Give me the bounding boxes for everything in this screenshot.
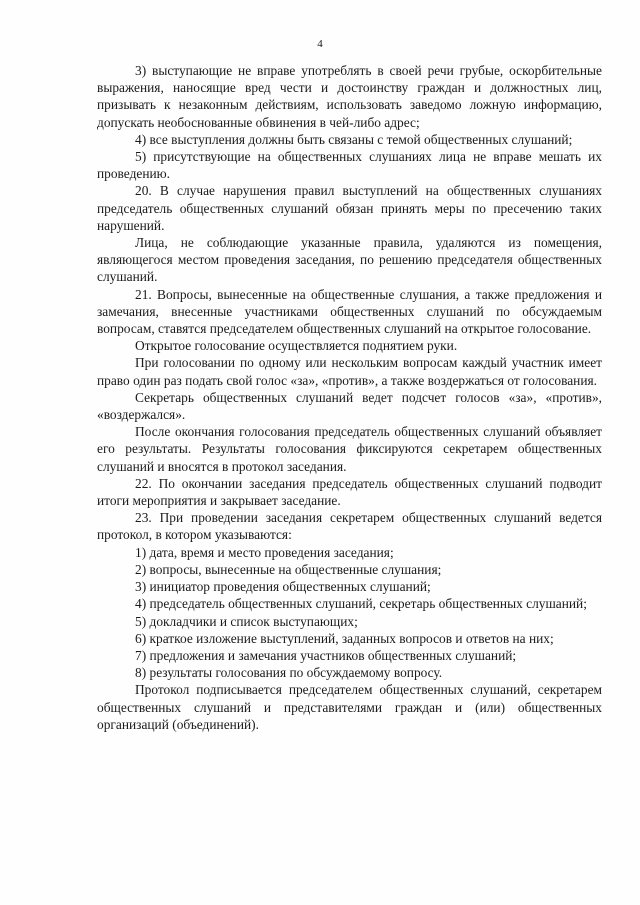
paragraph-voting-rights: При голосовании по одному или нескольким вопросам каждый участник имеет право один раз подать свой голос «за», «против», а также воздержаться от голосования.	[97, 355, 602, 388]
protocol-item-8: 8) результаты голосования по обсуждаемому вопросу.	[135, 665, 443, 681]
document-body	[97, 62, 602, 733]
protocol-item-1: 1) дата, время и место проведения заседания;	[135, 544, 394, 560]
protocol-item-2: 2) вопросы, вынесенные на общественные слушания;	[135, 561, 442, 577]
paragraph-protocol-signing: Протокол подписывается председателем общественных слушаний, секретарем общественных слушаний и представителями граждан и (или) общественных организаций (объединений).	[97, 682, 602, 732]
paragraph-open-voting: Открытое голосование осуществляется поднятием руки.	[135, 338, 458, 354]
protocol-item-7: 7) предложения и замечания участников общественных слушаний;	[135, 647, 517, 663]
protocol-item-3: 3) инициатор проведения общественных слушаний;	[135, 579, 431, 595]
protocol-item-6: 6) краткое изложение выступлений, заданных вопросов и ответов на них;	[135, 630, 554, 646]
paragraph-item-4: 4) все выступления должны быть связаны с темой общественных слушаний;	[135, 131, 573, 147]
protocol-item-4: 4) председатель общественных слушаний, секретарь общественных слушаний;	[135, 596, 587, 612]
paragraph-item-5: 5) присутствующие на общественных слушаниях лица не вправе мешать их проведению.	[97, 149, 602, 182]
paragraph-clause-22: 22. По окончании заседания председатель общественных слушаний подводит итоги мероприятия и закрывает заседание.	[97, 475, 602, 509]
protocol-item-5: 5) докладчики и список выступающих;	[135, 613, 358, 629]
paragraph-clause-23: 23. При проведении заседания секретарем общественных слушаний ведется протокол, в котором указываются:	[97, 510, 602, 543]
paragraph-removal-rule: Лица, не соблюдающие указанные правила, удаляются из помещения, являющегося местом проведения заседания, по решению председателя общественных слушаний.	[97, 235, 602, 285]
paragraph-vote-count: Секретарь общественных слушаний ведет подсчет голосов «за», «против», «воздержался».	[97, 389, 602, 423]
paragraph-results: После окончания голосования председатель общественных слушаний объявляет его результаты. Результаты голосования фиксируются секретарем общественных слушаний и вносятся в протокол заседания.	[97, 424, 602, 474]
paragraph-clause-21: 21. Вопросы, вынесенные на общественные слушания, а также предложения и замечания, внесенные участниками общественных слушаний по обсуждаемым вопросам, ставятся председателем общественных слушаний на открытое голосование.	[97, 286, 602, 337]
page-number: 4	[317, 38, 323, 50]
paragraph-item-3: 3) выступающие не вправе употреблять в своей речи грубые, оскорбительные выражения, наносящие вред чести и достоинству граждан и должностных лиц, призывать к незаконным действиям, использовать заведомо ложную информацию, допускать необоснованные обвинения в чей-либо адрес;	[97, 63, 602, 130]
paragraph-clause-20: 20. В случае нарушения правил выступлений на общественных слушаниях председатель общественных слушаний обязан принять меры по пресечению таких нарушений.	[97, 183, 602, 233]
